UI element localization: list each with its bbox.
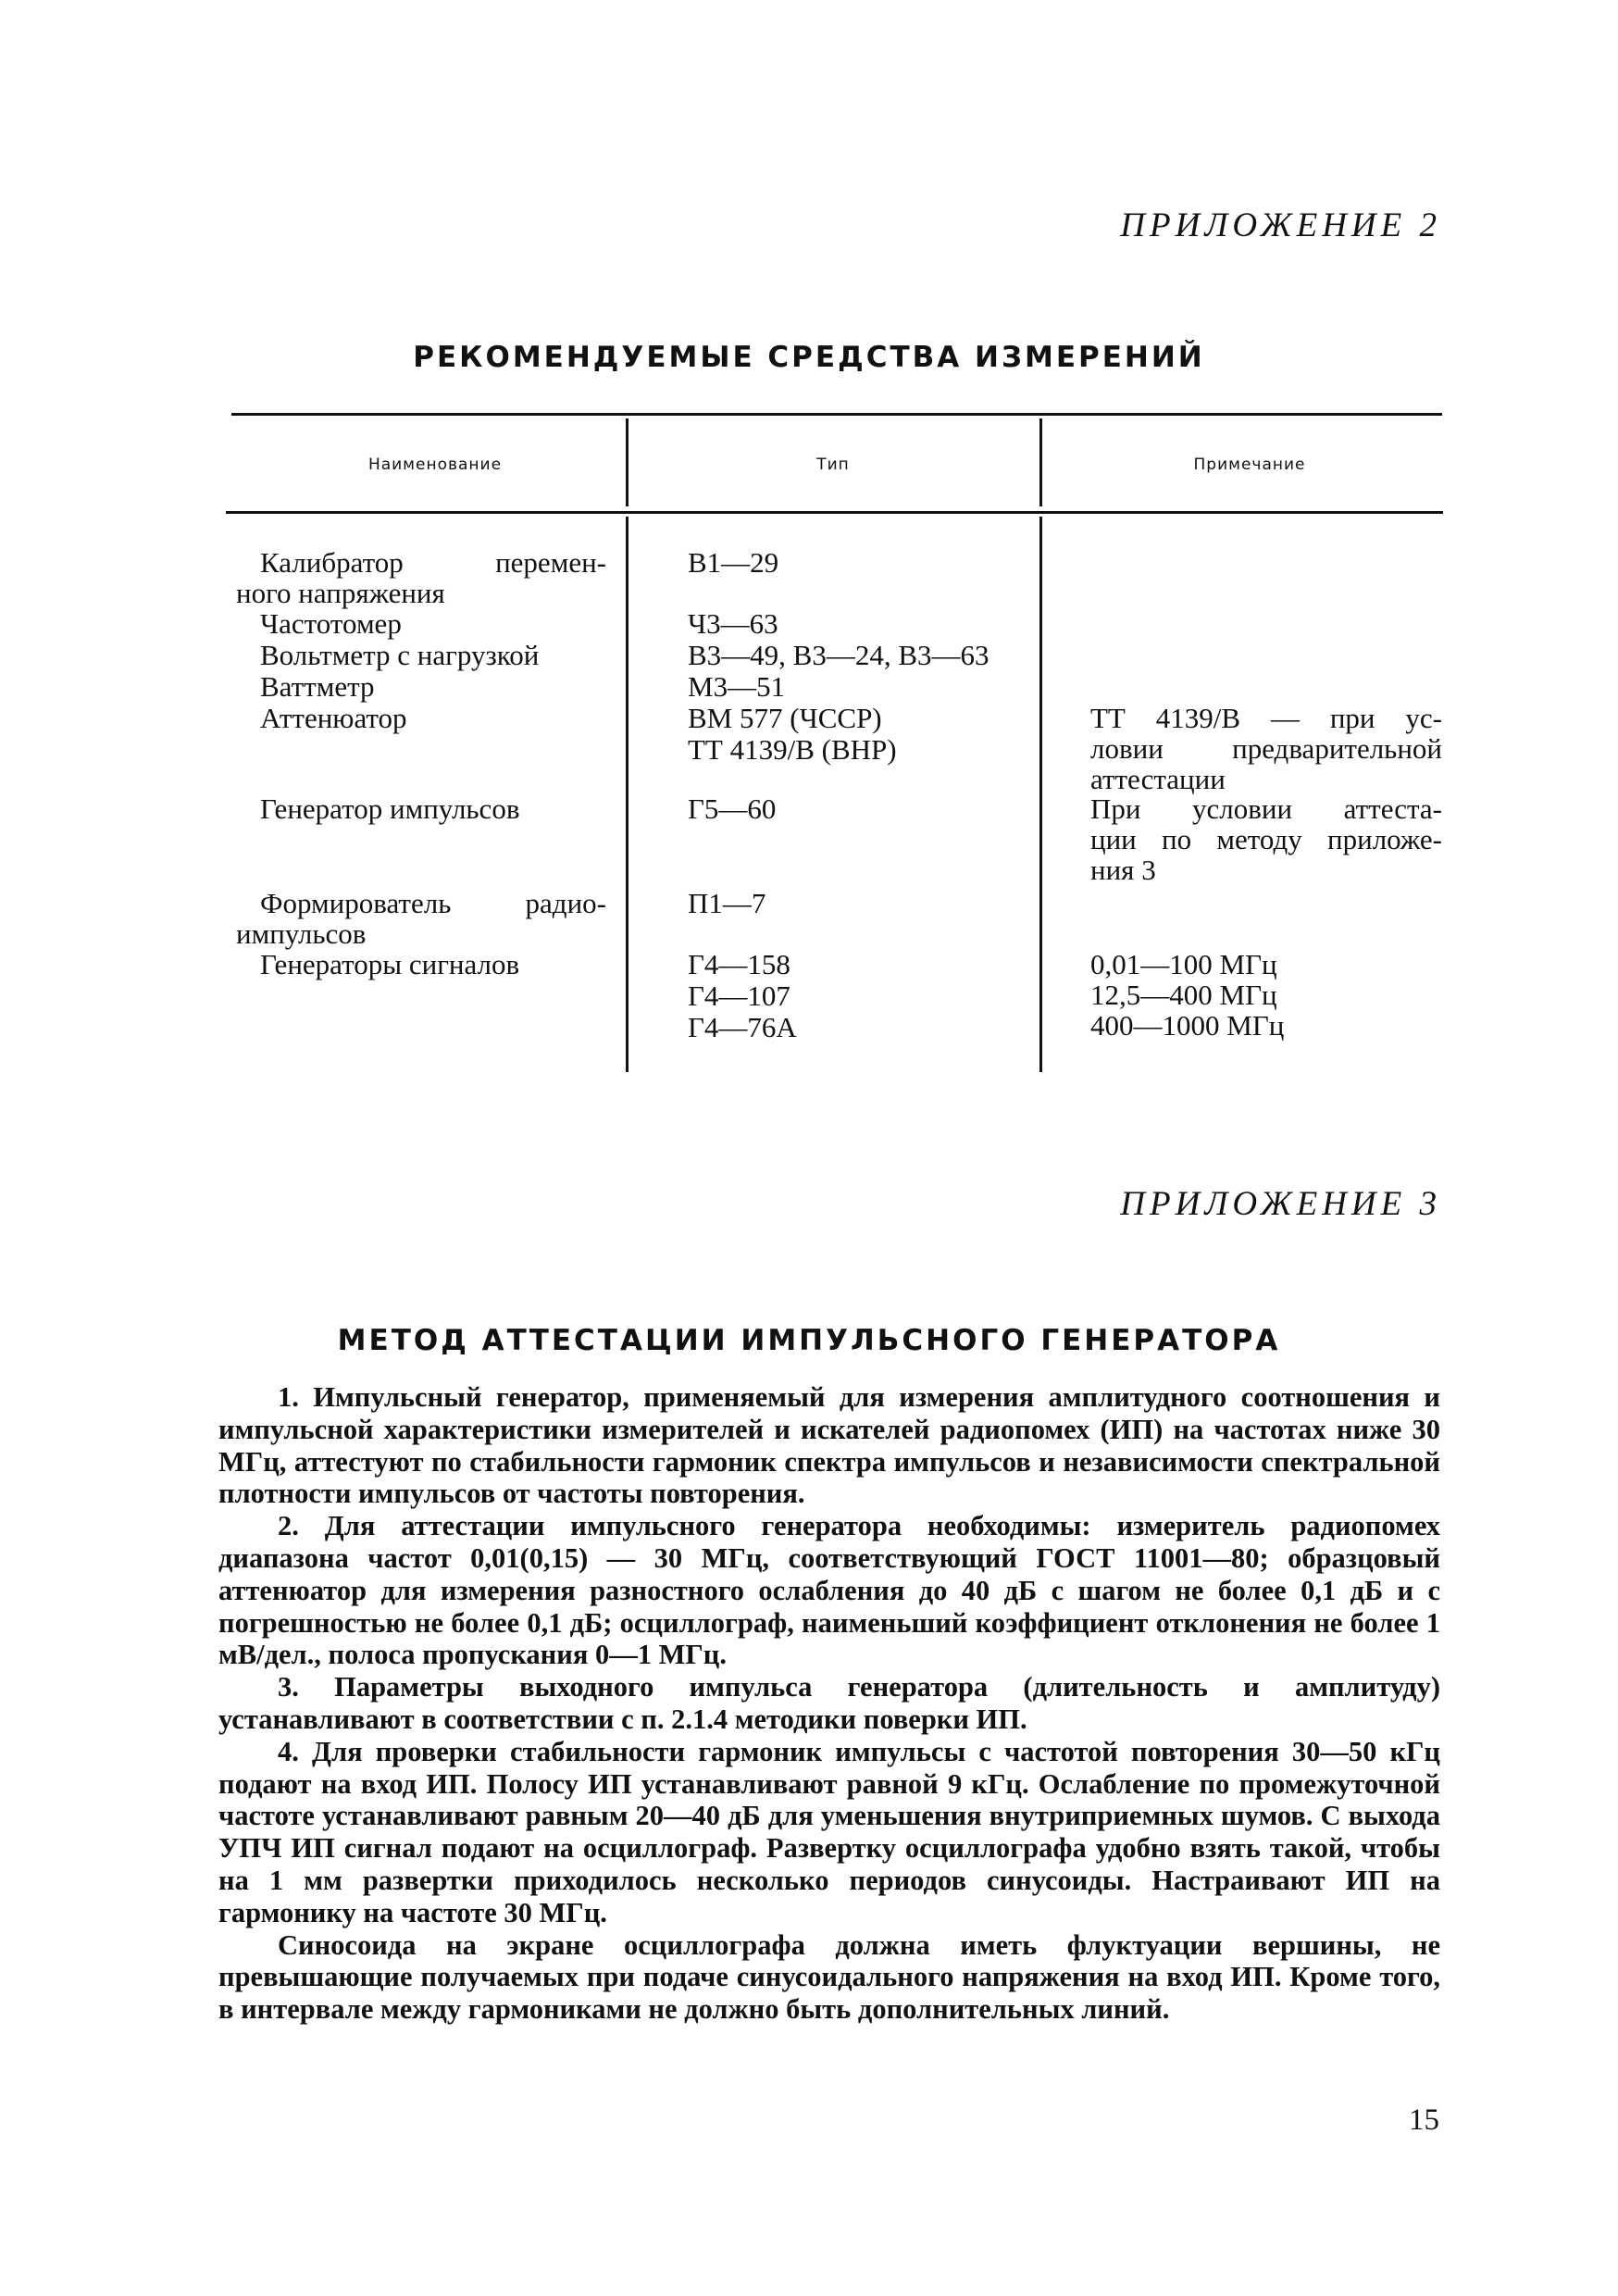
table-cell-type-signal-gen-3: Г4—76А [688, 1011, 797, 1043]
note-line: ТТ 4139/В — при ус- [1090, 702, 1442, 734]
table-cell-type-signal-gen-1: Г4—158 [688, 948, 790, 980]
name-line: импульсов [236, 917, 367, 950]
column-header-note: Примечание [1193, 455, 1306, 474]
table-body-divider-2 [1039, 517, 1042, 1072]
table-cell-type-attenuator-1: ВМ 577 (ЧССР) [688, 702, 882, 734]
table-header-divider-2 [1039, 418, 1042, 506]
name-line: ного напряжения [236, 577, 445, 609]
paragraph-2: 2. Для аттестации импульсного генератора необходимы: измеритель радиопомех диапазона частот 0,01(0,15) — 30 МГц, соответствующий ГОСТ 11001—80; образцовый аттенюатор для измерения разностного ослабления до 40 дБ с шагом не более 0,1 дБ и с погрешностью не более 0,1 дБ; осциллограф, наименьший коэффициент отклонения не более 1 мВ/дел., полоса пропускания 0—1 МГц. [218, 1510, 1440, 1671]
table-cell-type-attenuator-2: ТТ 4139/В (ВНР) [688, 733, 897, 766]
paragraph-5: Синосоида на экране осциллографа должна иметь флуктуации вершины, не превышающие получаемых при подаче синусоидального напряжения на вход ИП. Кроме того, в интервале между гармониками не должно быть дополнительных линий. [218, 1928, 1440, 2026]
table-cell-type-shaper: П1—7 [688, 887, 766, 919]
table-header-rule [226, 511, 1443, 514]
table-cell-name-shaper [236, 888, 606, 949]
note-line: 400—1000 МГц [1090, 1009, 1285, 1042]
appendix-3-label: ПРИЛОЖЕНИЕ 3 [1120, 1185, 1441, 1223]
table-cell-name-freq-meter: Частотомер [260, 607, 402, 640]
method-body [218, 1381, 1440, 2026]
table-cell-note-attenuator [1090, 703, 1442, 794]
table-cell-name-wattmeter: Ваттметр [260, 670, 375, 703]
table-cell-name-signal-gens: Генераторы сигналов [260, 948, 520, 980]
table-cell-type-signal-gen-2: Г4—107 [688, 980, 790, 1012]
name-line: Калибратор перемен- [260, 546, 606, 579]
note-line: При условии аттеста- [1090, 792, 1442, 825]
note-line: 12,5—400 МГц [1090, 979, 1277, 1011]
section-heading-method: МЕТОД АТТЕСТАЦИИ ИМПУЛЬСНОГО ГЕНЕРАТОРА [337, 1324, 1281, 1357]
column-header-type: Тип [816, 455, 850, 474]
note-line: 0,01—100 МГц [1090, 948, 1277, 980]
table-cell-name-pulse-gen: Генератор импульсов [260, 792, 520, 825]
appendix-2-label: ПРИЛОЖЕНИЕ 2 [1120, 206, 1441, 244]
note-line: ции по методу приложе- [1090, 823, 1442, 855]
table-cell-note-signal-gens [1090, 949, 1442, 1041]
table-header-divider-1 [626, 418, 629, 506]
table-cell-name-calibrator [236, 547, 606, 608]
table-top-rule [231, 413, 1442, 416]
table-cell-type-pulse-gen: Г5—60 [688, 792, 777, 825]
section-heading-instruments: РЕКОМЕНДУЕМЫЕ СРЕДСТВА ИЗМЕРЕНИЙ [413, 341, 1205, 374]
table-cell-name-attenuator: Аттенюатор [260, 702, 407, 734]
paragraph-4: 4. Для проверки стабильности гармоник импульсы с частотой повторения 30—50 кГц подают на вход ИП. Полосу ИП устанавливают равной 9 кГц. Ослабление по промежуточной частоте устанавливают равным 20—40 дБ для уменьшения внутриприемных шумов. С выхода УПЧ ИП сигнал подают на осциллограф. Развертку осциллографа удобно взять такой, чтобы на 1 мм развертки приходилось несколько периодов синусоиды. Настраивают ИП на гармонику на частоте 30 МГц. [218, 1735, 1440, 1928]
paragraph-1: 1. Импульсный генератор, применяемый для измерения амплитудного соотношения и импульсной характеристики измерителей и искателей радиопомех (ИП) на частотах ниже 30 МГц, аттестуют по стабильности гармоник спектра импульсов и независимости спектральной плотности импульсов от частоты повторения. [218, 1381, 1440, 1510]
table-cell-type-calibrator: В1—29 [688, 546, 779, 579]
table-cell-type-voltmeter: В3—49, В3—24, В3—63 [688, 639, 989, 671]
note-line: аттестации [1090, 763, 1226, 795]
table-cell-name-voltmeter: Вольтметр с нагрузкой [260, 639, 540, 671]
note-line: ловии предварительной [1090, 732, 1442, 765]
paragraph-3: 3. Параметры выходного импульса генератора (длительность и амплитуду) устанавливают в соответствии с п. 2.1.4 методики поверки ИП. [218, 1671, 1440, 1735]
table-cell-type-freq-meter: Ч3—63 [688, 607, 778, 640]
column-header-name: Наименование [367, 455, 503, 474]
note-line: ния 3 [1090, 854, 1156, 886]
name-line: Формирователь радио- [260, 887, 606, 919]
page-number: 15 [1409, 2103, 1439, 2137]
table-cell-note-pulse-gen [1090, 793, 1442, 885]
table-cell-type-wattmeter: М3—51 [688, 670, 786, 703]
